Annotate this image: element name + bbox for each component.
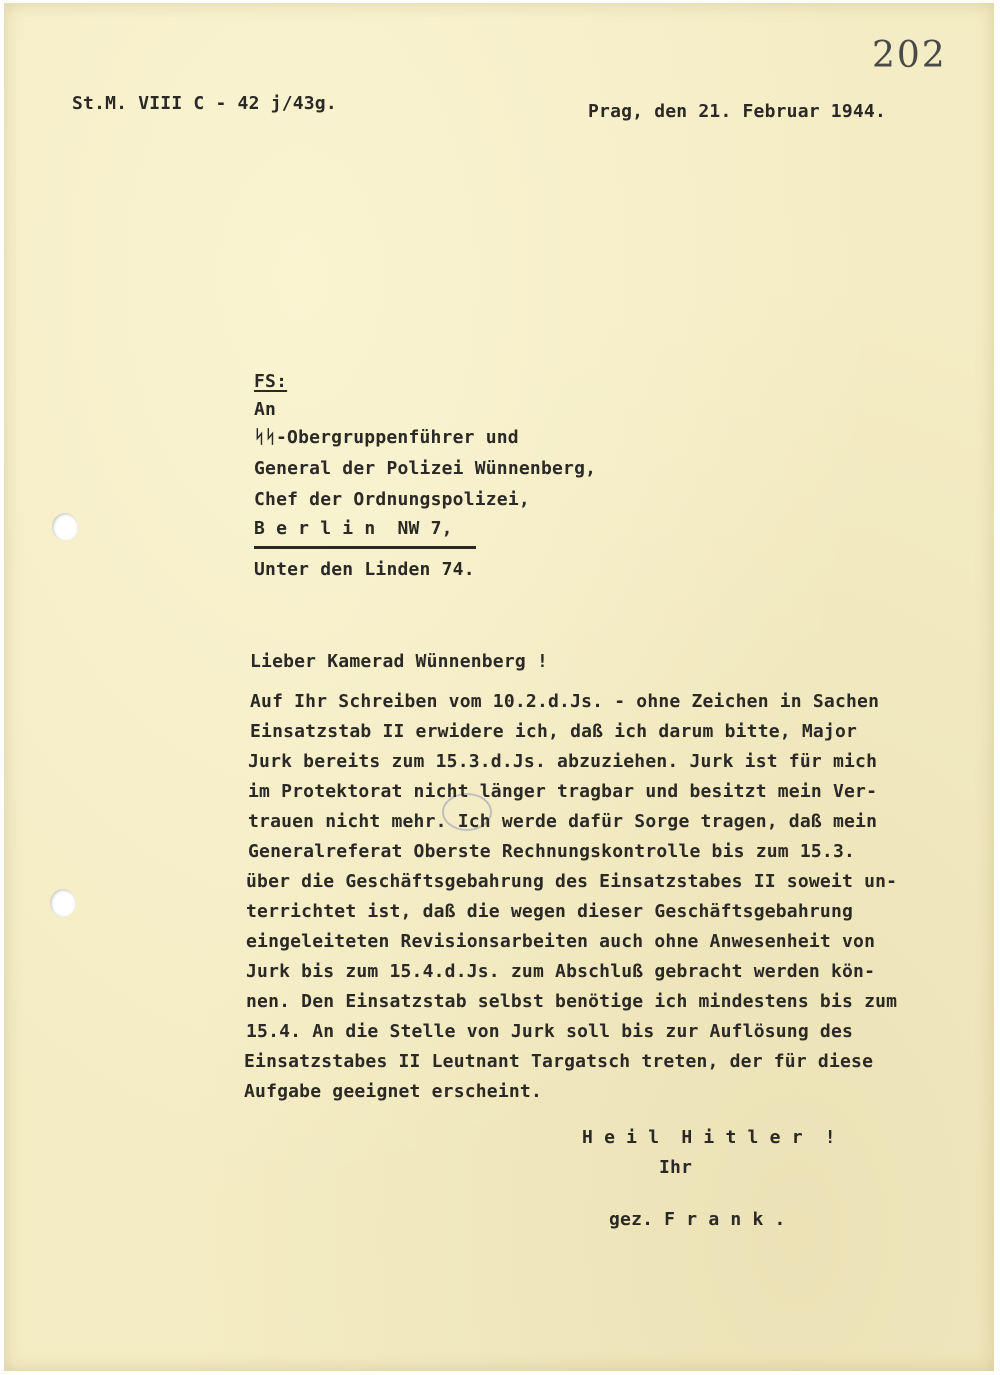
fs-label: FS: (254, 371, 288, 392)
body-line: Auf Ihr Schreiben vom 10.2.d.Js. - ohne Zeichen in Sachen (250, 691, 880, 712)
body-line: trauen nicht mehr. Ich werde dafür Sorge tragen, daß mein (248, 811, 878, 832)
body-line: über die Geschäftsgebahrung des Einsatzstabes II soweit un- (246, 871, 898, 892)
address-city: B e r l i n NW 7, (254, 518, 453, 539)
address-line-2: General der Polizei Wünnenberg, (254, 458, 597, 479)
closing-greeting: H e i l H i t l e r ! (582, 1127, 836, 1148)
body-line: im Protektorat nicht länger tragbar und besitzt mein Ver- (248, 781, 878, 802)
body-line: Jurk bereits zum 15.3.d.Js. abzuziehen. Jurk ist für mich (248, 751, 878, 772)
body-line: nen. Den Einsatzstab selbst benötige ich mindestens bis zum (246, 991, 898, 1012)
body-line: eingeleiteten Revisionsarbeiten auch ohne Anwesenheit von (246, 931, 876, 952)
reference-number: St.M. VIII C - 42 j/43g. (72, 93, 337, 114)
body-line: Einsatzstab II erwidere ich, daß ich darum bitte, Major (250, 721, 858, 742)
salutation: Lieber Kamerad Wünnenberg ! (250, 651, 548, 672)
body-line: Einsatzstabes II Leutnant Targatsch treten, der für diese (244, 1051, 874, 1072)
punch-hole (50, 889, 76, 917)
body-line: Generalreferat Oberste Rechnungskontrolle bis zum 15.3. (248, 841, 856, 862)
page-number: 202 (872, 35, 947, 76)
body-line: 15.4. An die Stelle von Jurk soll bis zur Auflösung des (246, 1021, 854, 1042)
address-an: An (254, 399, 277, 420)
document-page (4, 3, 994, 1371)
address-line-3: Chef der Ordnungspolizei, (254, 489, 530, 510)
signature: gez. F r a n k . (609, 1209, 786, 1230)
closing-ihr: Ihr (659, 1157, 693, 1178)
address-street: Unter den Linden 74. (254, 559, 475, 580)
address-line-1: ᛋᛋ-Obergruppenführer und (254, 427, 519, 448)
body-line: Jurk bis zum 15.4.d.Js. zum Abschluß gebracht werden kön- (246, 961, 876, 982)
body-line: terrichtet ist, daß die wegen dieser Geschäftsgebahrung (246, 901, 854, 922)
punch-hole (52, 513, 78, 541)
body-line: Aufgabe geeignet erscheint. (244, 1081, 542, 1102)
place-date: Prag, den 21. Februar 1944. (588, 101, 886, 122)
address-rule (254, 546, 476, 549)
